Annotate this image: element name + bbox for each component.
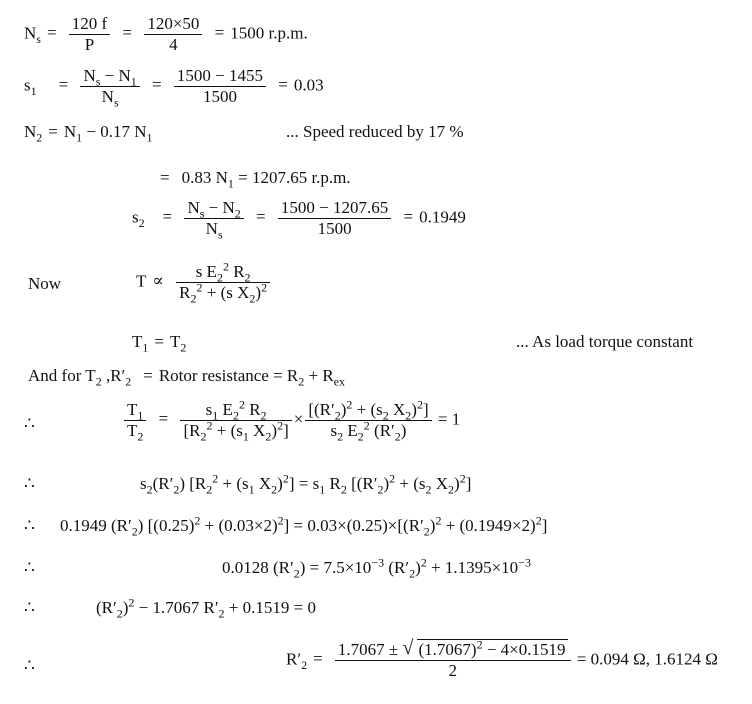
equation-torque-ratio: $\frac{T_1}{T_2}$ = $\frac{s_1 E_2^2 R_2}{[R_2^2 + (s_1 X_2)^2]}$ × $\frac{[(R'_2)^2 + (s_2 X_2)^2]}{s_2 E_2^2 (R'_2)}$ = 1	[122, 400, 460, 441]
equation-rotor-resistance: And for $T_2$ $,R'_2$ = Rotor resistance = $R_2 + R_{ex}$	[28, 366, 346, 389]
label-now: Now	[28, 274, 62, 293]
equation-ns: $N_s$ = $\frac{120 f}{P}$ = $\frac{120\times 50}{4}$ = 1500 r.p.m.	[24, 14, 308, 54]
equation-n2-value: = 0.83 $N_1 = 1207.65$ r.p.m.	[160, 168, 351, 191]
equation-expanded: $s_2(R'_2) [R_2^2 + (s_1$ $X_2)^2] = s_1$ $R_2$ [$(R'_2)^2 + (s_2$ $X_2)^2$]	[140, 471, 472, 497]
equation-s2: $s_2$ = $\frac{N_s - N_2}{N_s}$ = $\frac{1500 - 1207.65}{1500}$ = 0.1949	[132, 198, 466, 242]
note-load-torque-constant: ... As load torque constant	[516, 332, 694, 351]
therefore-symbol: ∴	[24, 558, 35, 577]
equation-solution: $R'_2$ = 1.7067 ± √ $(1.7067)^2 - 4\times 0.1519$ 2 = 0.094 Ω, 1.6124 Ω	[286, 637, 718, 680]
therefore-symbol: ∴	[24, 414, 35, 433]
equation-quadratic: $(R'_2)^2 - 1.7067$ $R'_2 + 0.1519 = 0$	[96, 595, 316, 621]
therefore-symbol: ∴	[24, 598, 35, 617]
equation-substituted: 0.1949 $(R'_2) [(0.25)^2 + (0.03\times 2)^2] = 0.03\times(0.25)\times[(R'_2)^2 + (0.1949\times 2)^2]$	[60, 513, 548, 539]
therefore-symbol: ∴	[24, 474, 35, 493]
equation-torque-proportional: T ∝ $\frac{s E_2^2 R_2}{R_2^2 + (s X_2)^2}$	[136, 262, 272, 303]
equation-simplified: 0.0128 $(R'_2) = 7.5\times 10^{-3}$ $(R'_2)^2 + 1.1395\times 10^{-3}$	[222, 555, 531, 581]
equation-t1-t2: $T_1 = T_2$	[132, 332, 187, 355]
therefore-symbol: ∴	[24, 656, 35, 675]
therefore-symbol: ∴	[24, 516, 35, 535]
equation-n2: $N_2 = N_1 - 0.17$ $N_1$	[24, 122, 153, 145]
note-speed-reduced: ... Speed reduced by 17 %	[286, 122, 464, 141]
equation-s1: $s_1$ = $\frac{N_s - N_1}{N_s}$ = $\frac{1500 - 1455}{1500}$ = 0.03	[24, 66, 324, 110]
